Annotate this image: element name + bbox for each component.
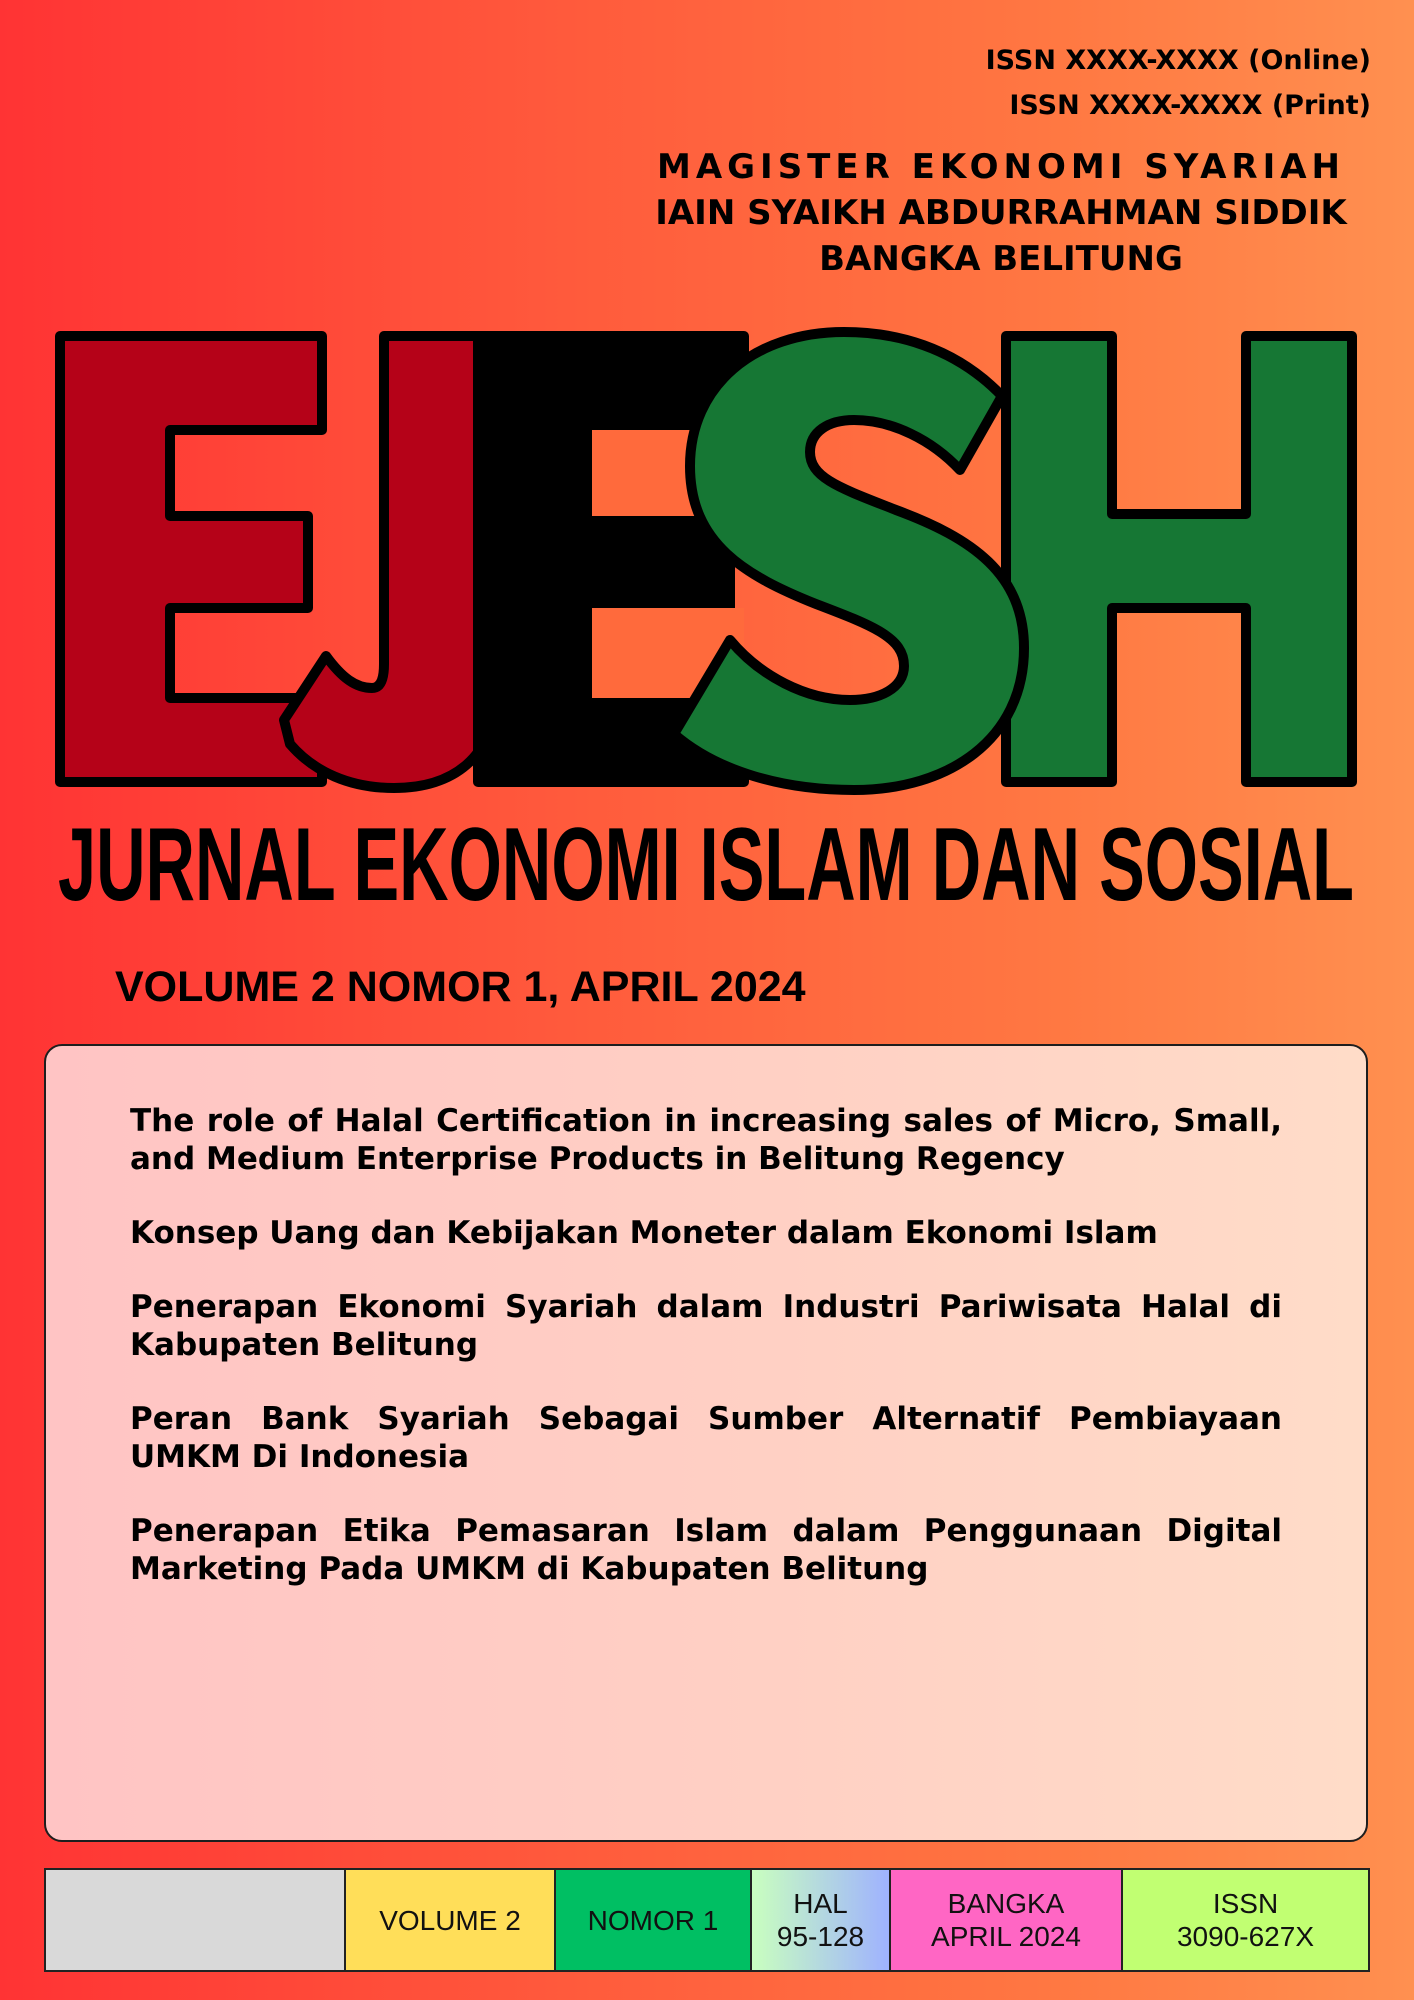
footer-issn-label: ISSN: [1212, 1888, 1279, 1919]
article-title-4: Peran Bank Syariah Sebagai Sumber Alternatif Pembiayaan UMKM Di Indonesia: [130, 1401, 1282, 1475]
volume-issue-line: VOLUME 2 NOMOR 1, APRIL 2024: [115, 963, 806, 1011]
footer-nomor-cell: [554, 1870, 750, 1970]
article-title-5: Penerapan Etika Pemasaran Islam dalam Penggunaan Digital Marketing Pada UMKM di Kabupaten Belitung: [130, 1513, 1282, 1587]
footer-blank-cell: [46, 1870, 344, 1970]
logo-letter-h-green: [1006, 336, 1352, 782]
ejesh-logo: [54, 326, 1360, 796]
footer-hal-range: 95-128: [776, 1921, 865, 1952]
journal-title: [58, 808, 1358, 918]
footer-place-date-cell: [889, 1870, 1121, 1970]
footer-issn-value: 3090-627X: [1176, 1921, 1314, 1952]
footer-volume-cell: [344, 1870, 554, 1970]
institution-block: [631, 144, 1371, 282]
table-of-contents: [44, 1044, 1368, 1842]
issn-online: ISSN XXXX-XXXX (Online): [985, 45, 1371, 76]
footer-hal-label: HAL: [793, 1888, 848, 1919]
footer-date: APRIL 2024: [931, 1921, 1081, 1952]
article-title-3: Penerapan Ekonomi Syariah dalam Industri Pariwisata Halal di Kabupaten Belitung: [130, 1289, 1282, 1363]
article-title-2: Konsep Uang dan Kebijakan Moneter dalam Ekonomi Islam: [130, 1215, 1158, 1251]
footer-place: BANGKA: [947, 1888, 1065, 1919]
issn-print: ISSN XXXX-XXXX (Print): [1009, 90, 1371, 121]
institution-line-3: BANGKA BELITUNG: [819, 239, 1183, 279]
institution-line-2: IAIN SYAIKH ABDURRAHMAN SIDDIK: [655, 193, 1347, 233]
article-title-1: The role of Halal Certification in increasing sales of Micro, Small, and Medium Enterprise Products in Belitung Regency: [130, 1103, 1282, 1177]
footer-nomor: NOMOR 1: [587, 1904, 719, 1936]
footer-info-bar: [44, 1868, 1370, 1972]
footer-pages-cell: [750, 1870, 889, 1970]
institution-line-1: MAGISTER EKONOMI SYARIAH: [656, 147, 1346, 187]
journal-title-text: JURNAL EKONOMI ISLAM DAN SOSIAL: [58, 808, 1354, 918]
issn-block: [986, 38, 1371, 128]
footer-volume: VOLUME 2: [379, 1904, 521, 1936]
footer-issn-cell: [1121, 1870, 1368, 1970]
